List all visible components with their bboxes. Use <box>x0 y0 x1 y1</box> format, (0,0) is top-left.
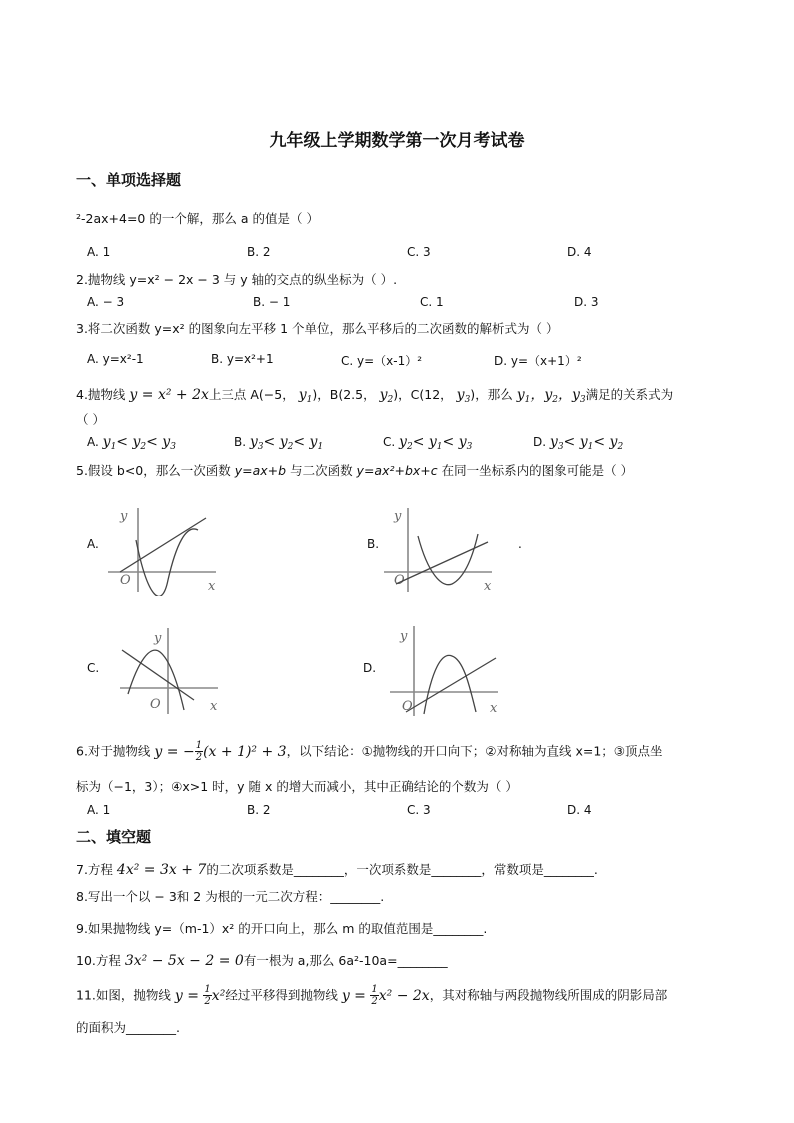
q6-option-d: D. 4 <box>567 803 592 817</box>
svg-text:y: y <box>400 629 408 644</box>
question-5: 5.假设 b<0，那么一次函数 y=ax+b 与二次函数 y=ax²+bx+c 在同一坐标系内的图象可能是（ ） <box>76 463 634 478</box>
q1-option-c: C. 3 <box>407 245 431 259</box>
svg-text:O: O <box>120 573 131 588</box>
section-heading-choice: 一、单项选择题 <box>76 171 182 189</box>
q4-ys: $y_1$，$y_2$，$y_3$ <box>516 387 586 405</box>
svg-text:x: x <box>484 579 492 594</box>
question-7: 7.方程 4x² = 3x + 7的二次项系数是________，一次项系数是________，常数项是________. <box>76 862 598 878</box>
q3-option-d: D. y=（x+1）² <box>494 354 582 368</box>
question-9: 9.如果抛物线 y=（m-1）x² 的开口向上，那么 m 的取值范围是________. <box>76 921 488 936</box>
q5-label-c: C. <box>87 661 100 675</box>
question-11: 11.如图，抛物线 y = $\frac{1}{2}$ x²经过平移得到抛物线 y = $\frac{1}{2}$ x² − 2x，其对称轴与两段抛物线所围成的阴影局部 <box>76 984 668 1007</box>
q4-y3: $y_3$ <box>456 387 471 405</box>
section-heading-fill: 二、填空题 <box>76 828 152 846</box>
svg-text:O: O <box>394 573 405 588</box>
q4-tail2: 满足的关系式为 <box>585 387 674 402</box>
q4-point-b: ，B(2.5， <box>317 387 376 402</box>
q1-option-d: D. 4 <box>567 245 592 259</box>
q3-option-a: A. y=x²-1 <box>87 352 144 366</box>
q6-option-a: A. 1 <box>87 803 111 817</box>
svg-text:O: O <box>402 699 413 714</box>
q5-graph-b <box>380 500 500 596</box>
q5-label-d: D. <box>363 661 377 675</box>
q5-label-b: B. <box>367 537 380 551</box>
page-title: 九年级上学期数学第一次月考试卷 <box>269 131 525 151</box>
q1-option-a: A. 1 <box>87 245 111 259</box>
q4-mid: 上三点 A(−5， <box>208 387 295 402</box>
q4-prefix: 4.抛物线 <box>76 387 126 402</box>
q4-option-d: D. $y_3< y_1< y_2$ <box>533 434 624 452</box>
q4-option-b: B. $y_3< y_2< y_1$ <box>234 434 324 452</box>
q5-option-b-dot: . <box>518 537 522 551</box>
q2-option-c: C. 1 <box>420 295 444 309</box>
q1-option-b: B. 2 <box>247 245 271 259</box>
q2-option-b: B. − 1 <box>253 295 291 309</box>
question-6-line2: 标为（−1，3）；④x>1 时，y 随 x 的增大而减小，其中正确结论的个数为（ ） <box>76 779 518 794</box>
q5-graph-c <box>110 622 226 718</box>
q4-point-c: ，C(12， <box>398 387 453 402</box>
q4-y2: $y_2$ <box>379 387 394 405</box>
q6-option-c: C. 3 <box>407 803 431 817</box>
svg-text:x: x <box>210 699 218 714</box>
svg-text:O: O <box>150 697 161 712</box>
q4-paren: （ ） <box>76 412 105 427</box>
svg-text:y: y <box>154 631 162 646</box>
q5-graph-a <box>106 500 226 596</box>
question-6: 6.对于抛物线 y = − $\frac{1}{2}$ (x + 1)² + 3，以下结论：①抛物线的开口向下；②对称轴为直线 x=1；③顶点坐 <box>76 740 663 763</box>
q3-option-b: B. y=x²+1 <box>211 352 274 366</box>
question-2: 2.抛物线 y=x² − 2x − 3 与 y 轴的交点的纵坐标为（ ）. <box>76 272 398 287</box>
svg-text:y: y <box>394 509 402 524</box>
q4-y1: $y_1$ <box>298 387 313 405</box>
q6-option-b: B. 2 <box>247 803 271 817</box>
q4-option-a: A. $y_1< y_2< y_3$ <box>87 434 176 452</box>
q5-graph-d <box>386 622 506 718</box>
q6-formula: y = − $\frac{1}{2}$ (x + 1)² + 3 <box>154 740 287 763</box>
q4-option-c: C. $y_2< y_1< y_3$ <box>383 434 473 452</box>
q4-formula: y = x² + 2x <box>129 387 209 403</box>
q4-tail: ，那么 <box>475 387 513 402</box>
q5-label-a: A. <box>87 537 99 551</box>
q11-formula-1: y = $\frac{1}{2}$ x² <box>174 984 226 1007</box>
svg-text:x: x <box>490 701 498 716</box>
question-10: 10.方程 3x² − 5x − 2 = 0有一根为 a,那么 6a²-10a=________ <box>76 953 448 969</box>
q11-formula-2: y = $\frac{1}{2}$ x² − 2x <box>341 984 430 1007</box>
question-11-line2: 的面积为________. <box>76 1020 180 1035</box>
question-4: 4.抛物线 y = x² + 2x上三点 A(−5， $y_1$)，B(2.5， $y_2$)，C(12， $y_3$)，那么 $y_1$，$y_2$，$y_3$满足的关系式为 <box>76 387 674 405</box>
svg-text:x: x <box>208 579 216 594</box>
question-8: 8.写出一个以 − 3和 2 为根的一元二次方程：________. <box>76 889 385 904</box>
q2-option-d: D. 3 <box>574 295 599 309</box>
q3-option-c: C. y=（x-1）² <box>341 354 423 368</box>
question-3: 3.将二次函数 y=x² 的图象向左平移 1 个单位，那么平移后的二次函数的解析式为（ ） <box>76 321 559 336</box>
q2-option-a: A. − 3 <box>87 295 125 309</box>
svg-text:y: y <box>120 509 128 524</box>
question-1: ²-2ax+4=0 的一个解，那么 a 的值是（ ） <box>76 211 319 226</box>
